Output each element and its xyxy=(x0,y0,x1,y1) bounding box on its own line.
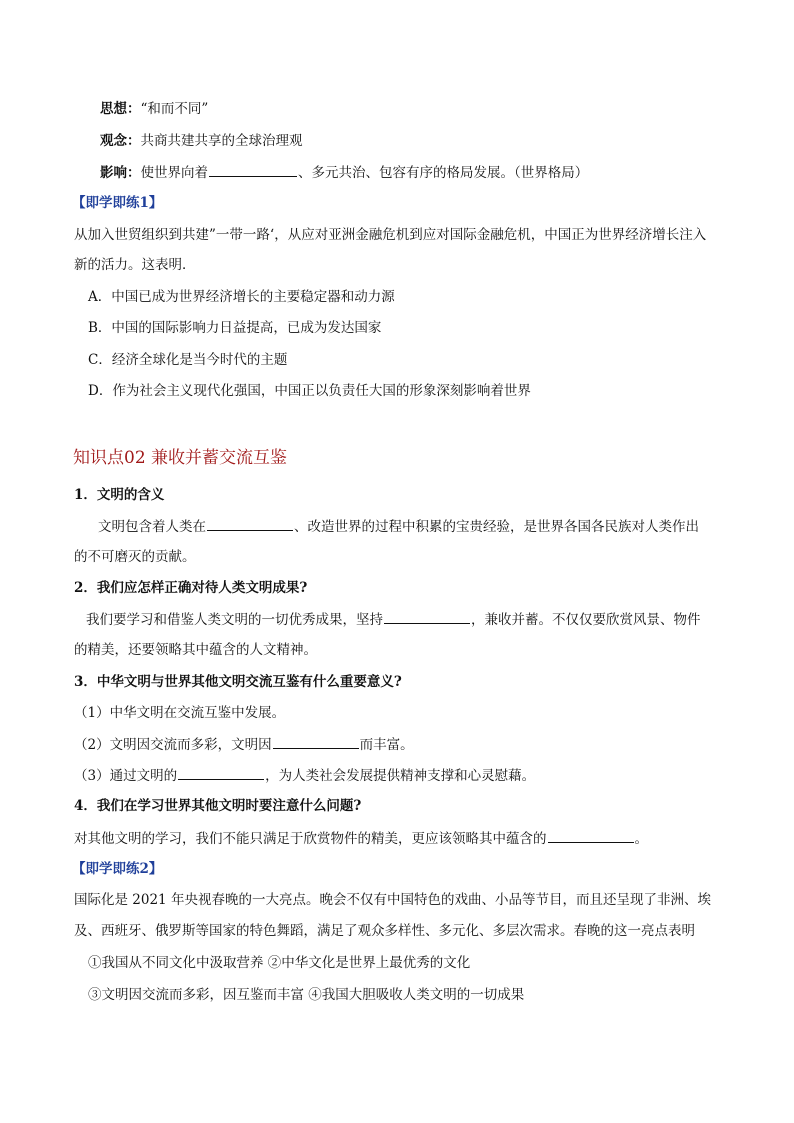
thought-label: 思想： xyxy=(100,101,141,117)
thought-line xyxy=(100,99,208,119)
q2-pre: 我们要学习和借鉴人类文明的一切优秀成果，坚持 xyxy=(86,612,383,628)
fill-blank[interactable] xyxy=(548,828,634,843)
exercise1-option-b[interactable]: B．中国的国际影响力日益提高，已成为发达国家 xyxy=(88,320,382,336)
concept-line xyxy=(100,131,303,151)
q2-line1 xyxy=(86,609,701,630)
exercise1-question-line2: 新的活力。这表明． xyxy=(74,257,196,273)
q4-pre: 对其他文明的学习，我们不能只满足于欣赏物件的精美，更应该领略其中蕴含的 xyxy=(74,831,547,847)
q3-item3-post: ，为人类社会发展提供精神支撑和心灵慰藉。 xyxy=(265,768,536,784)
fill-blank[interactable] xyxy=(273,734,359,749)
q2-line2: 的精美，还要领略其中蕴含的人文精神。 xyxy=(74,642,317,658)
fill-blank[interactable] xyxy=(207,516,293,531)
fill-blank[interactable] xyxy=(209,162,297,177)
q1-title: 1．文明的含义 xyxy=(74,487,165,503)
q2-post: ，兼收并蓄。不仅仅要欣赏风景、物件 xyxy=(471,612,701,628)
q3-item2-post: 而丰富。 xyxy=(359,737,414,753)
q3-item2-pre: （2）文明因交流而多彩，文明因 xyxy=(74,737,272,753)
q1-pre: 文明包含着人类在 xyxy=(98,519,206,535)
q1-post: 、改造世界的过程中积累的宝贵经验，是世界各国各民族对人类作出 xyxy=(294,519,699,535)
q4-post: 。 xyxy=(634,831,648,847)
exercise2-question-line1: 国际化是 2021 年央视春晚的一大亮点。晚会不仅有中国特色的戏曲、小品等节目，而且还呈现了非洲、埃 xyxy=(74,892,711,908)
exercise2-question-line2: 及、西班牙、俄罗斯等国家的特色舞蹈，满足了观众多样性、多元化、多层次需求。春晚的这一亮点表明 xyxy=(74,923,695,939)
q2-title: 2．我们应怎样正确对待人类文明成果? xyxy=(74,580,308,596)
exercise2-title: 【即学即练2】 xyxy=(72,861,163,877)
q3-item3-pre: （3）通过文明的 xyxy=(74,768,178,784)
exercise2-options-line2[interactable]: ③文明因交流而多彩，因互鉴而丰富 ④我国大胆吸收人类文明的一切成果 xyxy=(88,987,525,1003)
exercise1-title: 【即学即练1】 xyxy=(72,195,163,211)
q3-item2 xyxy=(74,734,414,755)
influence-post: 、多元共治、包容有序的格局发展。（世界格局） xyxy=(298,165,589,181)
concept-label: 观念： xyxy=(100,133,141,149)
exercise1-option-c[interactable]: C．经济全球化是当今时代的主题 xyxy=(88,352,288,368)
q4-title: 4．我们在学习世界其他文明时要注意什么问题? xyxy=(74,798,362,814)
thought-text: “和而不同” xyxy=(140,101,209,117)
exercise1-option-a[interactable]: A．中国已成为世界经济增长的主要稳定器和动力源 xyxy=(88,289,395,305)
q3-title: 3．中华文明与世界其他文明交流互鉴有什么重要意义? xyxy=(74,674,402,690)
fill-blank[interactable] xyxy=(384,609,470,624)
influence-label: 影响： xyxy=(100,165,141,181)
q1-line1 xyxy=(98,516,699,537)
influence-line xyxy=(100,162,588,183)
q3-item3 xyxy=(74,765,535,786)
section-heading: 知识点02 兼收并蓄交流互鉴 xyxy=(73,448,288,468)
q4-line xyxy=(74,828,648,849)
exercise1-option-d[interactable]: D．作为社会主义现代化强国，中国正以负责任大国的形象深刻影响着世界 xyxy=(88,383,531,399)
influence-pre: 使世界向着 xyxy=(140,165,208,181)
q3-item1: （1）中华文明在交流互鉴中发展。 xyxy=(74,705,286,721)
q1-line2: 的不可磨灭的贡献。 xyxy=(74,549,196,565)
exercise2-options-line1[interactable]: ①我国从不同文化中汲取营养 ②中华文化是世界上最优秀的文化 xyxy=(88,955,471,971)
exercise1-question-line1: 从加入世贸组织到共建”一带一路‘，从应对亚洲金融危机到应对国际金融危机，中国正为世界经济增长注入 xyxy=(74,227,707,243)
concept-text: 共商共建共享的全球治理观 xyxy=(140,133,303,149)
fill-blank[interactable] xyxy=(178,765,264,780)
